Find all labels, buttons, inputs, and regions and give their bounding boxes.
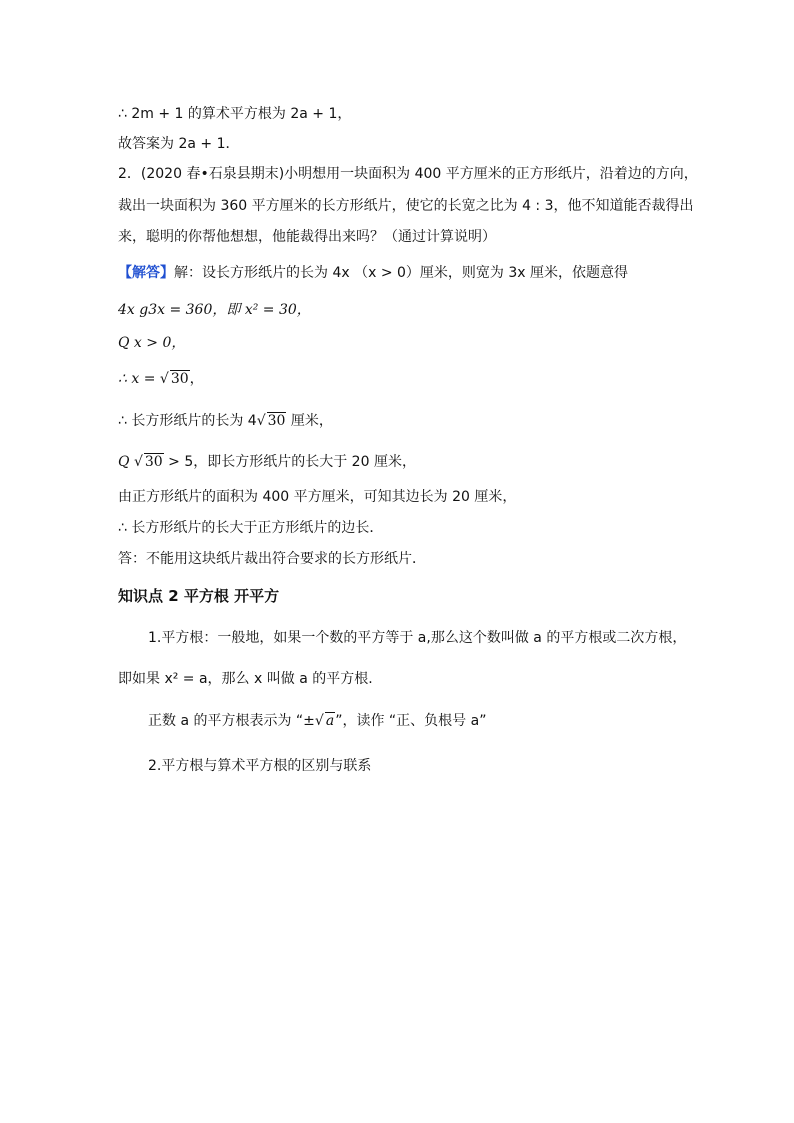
equation-line: Q x > 0， xyxy=(118,335,186,351)
sqrt-symbol: √ xyxy=(159,371,169,387)
paragraph-line: 2.平方根与算术平方根的区别与联系 xyxy=(148,758,372,774)
paragraph-line: 1.平方根：一般地，如果一个数的平方等于 a,那么这个数叫做 a 的平方根或二次方根， xyxy=(148,630,687,646)
text-line: ∴ 2m + 1 的算术平方根为 2a + 1， xyxy=(118,106,352,122)
text-line: 故答案为 2a + 1． xyxy=(118,136,240,152)
answer-text: 解：设长方形纸片的长为 4x （x > 0）厘米，则宽为 3x 厘米，依题意得 xyxy=(174,265,629,281)
text-line: 答：不能用这块纸片裁出符合要求的长方形纸片． xyxy=(118,551,426,567)
equation-prefix: ∴ 长方形纸片的长为 4 xyxy=(118,413,257,429)
text-line: 由正方形纸片的面积为 400 平方厘米，可知其边长为 20 厘米， xyxy=(118,489,517,505)
paragraph-suffix: ”，读作 “正、负根号 a” xyxy=(335,713,487,729)
sqrt-symbol: √ xyxy=(133,454,143,470)
equation-suffix: ， xyxy=(189,371,204,387)
equation-suffix: 厘米， xyxy=(286,413,333,429)
equation-prefix: ∴ x = xyxy=(118,371,156,387)
sqrt-radicand: a xyxy=(325,713,335,729)
equation-line xyxy=(118,452,416,472)
paragraph-line xyxy=(148,711,486,731)
equation-suffix: > 5，即长方形纸片的长大于 20 厘米， xyxy=(163,454,416,470)
question-2-line: 2．(2020 春•石泉县期末)小明想用一块面积为 400 平方厘米的正方形纸片，沿着边的方向， xyxy=(118,166,698,182)
equation-line xyxy=(118,369,204,389)
equation-line xyxy=(118,411,333,431)
question-2-line: 裁出一块面积为 360 平方厘米的长方形纸片，使它的长宽之比为 4 : 3，他不知道能否裁得出 xyxy=(118,198,694,214)
text-line: ∴ 长方形纸片的长大于正方形纸片的边长． xyxy=(118,520,384,536)
question-2-line: 来，聪明的你帮他想想，他能裁得出来吗？（通过计算说明） xyxy=(118,229,496,245)
sqrt-radicand: 30 xyxy=(144,454,163,470)
paragraph-prefix: 正数 a 的平方根表示为 “± xyxy=(148,713,315,729)
answer-line xyxy=(118,263,628,283)
sqrt-radicand: 30 xyxy=(170,371,189,387)
sqrt-radicand: 30 xyxy=(267,413,286,429)
sqrt-symbol: √ xyxy=(314,713,324,729)
equation-line: 4x g3x = 360，即 x² = 30， xyxy=(118,302,311,318)
section-heading: 知识点 2 平方根 开平方 xyxy=(118,587,280,605)
equation-prefix: Q xyxy=(118,454,130,470)
answer-tag: 【解答】 xyxy=(118,265,174,281)
sqrt-symbol: √ xyxy=(256,413,266,429)
paragraph-line: 即如果 x² = a，那么 x 叫做 a 的平方根. xyxy=(118,671,373,687)
